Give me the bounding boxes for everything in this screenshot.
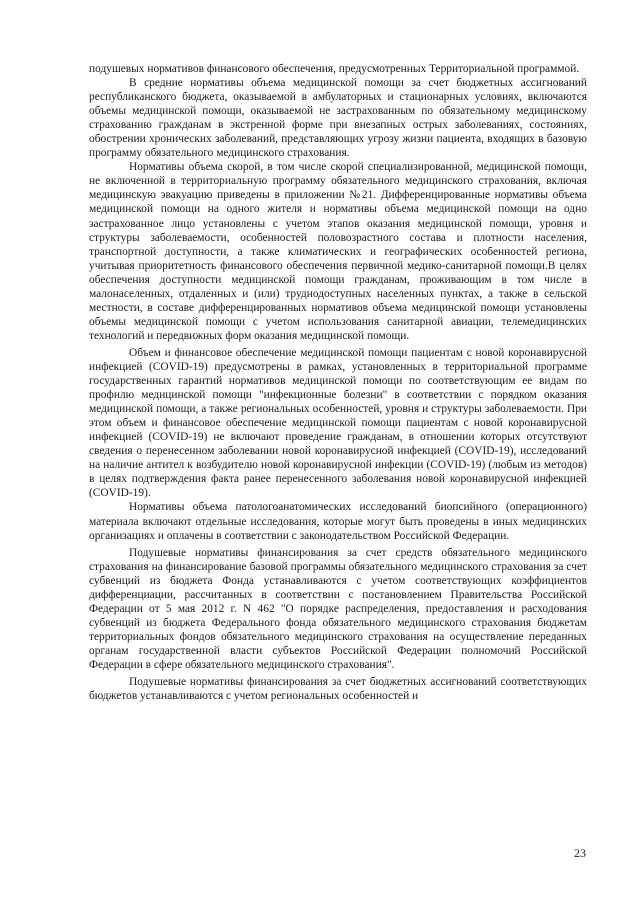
paragraph: Объем и финансовое обеспечение медицинской помощи пациентам с новой коронавирусной инфекцией (COVID-19) предусмотрены в рамках, установленных в территориальной программе государственных гарантий нормативов медицинской помощи по соответствующим ее видам по профилю медицинской помощи "инфекционные болезни" в соответствии с порядком оказания медицинской помощи, а также региональных особенностей, уровня и структуры заболеваемости. При этом объем и финансовое обеспечение медицинской помощи пациентам с новой коронавирусной инфекцией (COVID-19) не включают проведение гражданам, в отношении которых отсутствуют сведения о перенесенном заболевании новой коронавирусной инфекцией (COVID-19), исследований на наличие антител к возбудителю новой коронавирусной инфекции (COVID-19) (любым из методов) в целях подтверждения факта ранее перенесенного заболевания новой коронавирусной инфекцией (COVID-19). bbox=[89, 346, 587, 500]
paragraph: Нормативы объема скорой, в том числе скорой специализированной, медицинской помощи, не включенной в территориальную программу обязательного медицинского страхования, включая медицинскую эвакуацию приведены в приложении №21. Дифференцированные нормативы объема медицинской помощи на одного жителя и нормативы объема медицинской помощи на одно застрахованное лицо установлены с учетом этапов оказания медицинской помощи, уровня и структуры заболеваемости, особенностей половозрастного состава и плотности населения, транспортной доступности, а также климатических и географических особенностей региона, учитывая приоритетность финансового обеспечения первичной медико-санитарной помощи.В целях обеспечения доступности медицинской помощи гражданам, проживающим в том числе в малонаселенных, отдаленных и (или) труднодоступных населенных пунктах, а также в сельской местности, в составе дифференцированных нормативов объема медицинской помощи установлены объемы медицинской помощи с учетом использования санитарной авиации, телемедицинских технологий и передвижных форм оказания медицинской помощи. bbox=[89, 161, 587, 342]
paragraph: Подушевые нормативы финансирования за счет средств обязательного медицинского страхования на финансирование базовой программы обязательного медицинского страхования за счет субвенций из бюджета Фонда устанавливаются с учетом соответствующих коэффициентов дифференциации, рассчитанных в соответствии с постановлением Правительства Российской Федерации от 5 мая 2012 г. N 462 "О порядке распределения, предоставления и расходования субвенций из бюджета Федерального фонда обязательного медицинского страхования бюджетам территориальных фондов обязательного медицинского страхования на осуществление переданных органам государственной власти субъектов Российской Федерации полномочий Российской Федерации в сфере обязательного медицинского страхования". bbox=[89, 546, 587, 671]
paragraph: Подушевые нормативы финансирования за счет бюджетных ассигнований соответствующих бюджетов устанавливаются с учетом региональных особенностей и bbox=[89, 676, 587, 703]
page-number: 23 bbox=[574, 846, 586, 860]
paragraph: Нормативы объема патологоанатомических исследований биопсийного (операционного) материала включают отдельные исследования, которые могут быть проведены в иных медицинских организациях и оплачены в соответствии с законодательством Российской Федерации. bbox=[89, 501, 587, 542]
document-body bbox=[89, 62, 587, 703]
paragraph-continuation: подушевых нормативов финансового обеспечения, предусмотренных Территориальной программой. bbox=[89, 63, 580, 75]
paragraph: В средние нормативы объема медицинской помощи за счет бюджетных ассигнований республиканского бюджета, оказываемой в амбулаторных и стационарных условиях, включаются объемы медицинской помощи, оказываемой не застрахованным по обязательному медицинскому страхованию гражданам в экстренной форме при внезапных острых заболеваниях, состояниях, обострении хронических заболеваний, представляющих угрозу жизни пациента, входящих в базовую программу обязательного медицинского страхования. bbox=[89, 77, 587, 160]
